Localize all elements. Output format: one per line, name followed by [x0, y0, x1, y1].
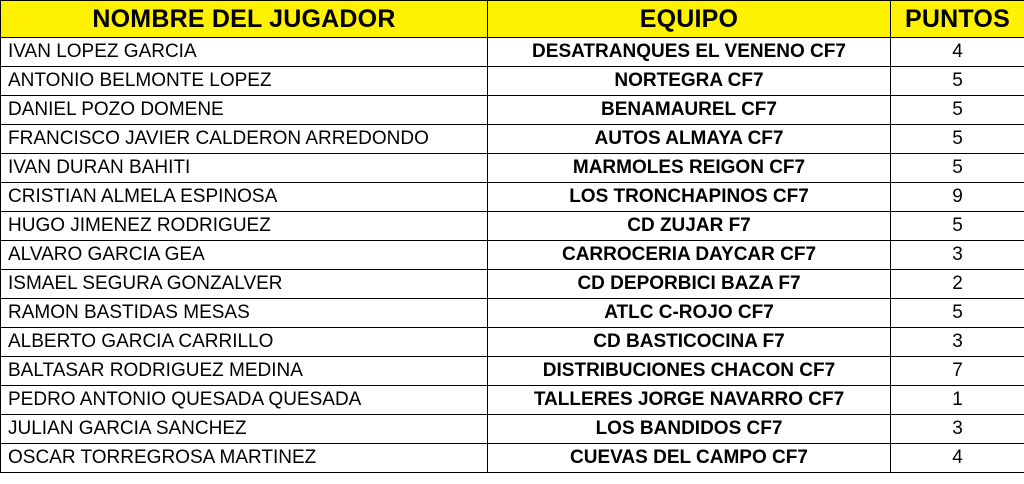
- cell-points: 5: [891, 299, 1024, 328]
- table-row: [1, 67, 1024, 96]
- cell-team: DESATRANQUES EL VENENO CF7: [488, 38, 891, 67]
- table-row: [1, 96, 1024, 125]
- cell-points: 5: [891, 67, 1024, 96]
- cell-team: BENAMAUREL CF7: [488, 96, 891, 125]
- cell-team: DISTRIBUCIONES CHACON CF7: [488, 357, 891, 386]
- table-row: [1, 154, 1024, 183]
- cell-player: FRANCISCO JAVIER CALDERON ARREDONDO: [1, 125, 488, 154]
- table-row: [1, 415, 1024, 444]
- cell-player: DANIEL POZO DOMENE: [1, 96, 488, 125]
- cell-points: 5: [891, 154, 1024, 183]
- cell-points: 5: [891, 96, 1024, 125]
- cell-player: PEDRO ANTONIO QUESADA QUESADA: [1, 386, 488, 415]
- cell-points: 5: [891, 212, 1024, 241]
- cell-player: IVAN DURAN BAHITI: [1, 154, 488, 183]
- cell-player: ANTONIO BELMONTE LOPEZ: [1, 67, 488, 96]
- cell-player: BALTASAR RODRIGUEZ MEDINA: [1, 357, 488, 386]
- table-row: [1, 38, 1024, 67]
- table-header-row: [1, 1, 1024, 38]
- cell-team: NORTEGRA CF7: [488, 67, 891, 96]
- cell-player: ISMAEL SEGURA GONZALVER: [1, 270, 488, 299]
- table-row: [1, 299, 1024, 328]
- table-row: [1, 241, 1024, 270]
- cell-points: 1: [891, 386, 1024, 415]
- table-row: [1, 270, 1024, 299]
- table-header: [1, 1, 1024, 38]
- cell-points: 2: [891, 270, 1024, 299]
- cell-points: 5: [891, 125, 1024, 154]
- cell-team: LOS TRONCHAPINOS CF7: [488, 183, 891, 212]
- cell-team: LOS BANDIDOS CF7: [488, 415, 891, 444]
- column-header-points: PUNTOS: [891, 1, 1024, 38]
- cell-player: RAMON BASTIDAS MESAS: [1, 299, 488, 328]
- cell-player: ALVARO GARCIA GEA: [1, 241, 488, 270]
- table-row: [1, 386, 1024, 415]
- cell-player: HUGO JIMENEZ RODRIGUEZ: [1, 212, 488, 241]
- cell-team: TALLERES JORGE NAVARRO CF7: [488, 386, 891, 415]
- cell-points: 9: [891, 183, 1024, 212]
- cell-points: 4: [891, 38, 1024, 67]
- cell-player: ALBERTO GARCIA CARRILLO: [1, 328, 488, 357]
- cell-player: JULIAN GARCIA SANCHEZ: [1, 415, 488, 444]
- cell-player: IVAN LOPEZ GARCIA: [1, 38, 488, 67]
- cell-points: 3: [891, 328, 1024, 357]
- table-row: [1, 328, 1024, 357]
- cell-team: AUTOS ALMAYA CF7: [488, 125, 891, 154]
- column-header-team: EQUIPO: [488, 1, 891, 38]
- cell-team: CD BASTICOCINA F7: [488, 328, 891, 357]
- cell-points: 7: [891, 357, 1024, 386]
- cell-team: CARROCERIA DAYCAR CF7: [488, 241, 891, 270]
- cell-player: CRISTIAN ALMELA ESPINOSA: [1, 183, 488, 212]
- cell-points: 3: [891, 415, 1024, 444]
- table-row: [1, 212, 1024, 241]
- cell-team: CUEVAS DEL CAMPO CF7: [488, 444, 891, 473]
- cell-player: OSCAR TORREGROSA MARTINEZ: [1, 444, 488, 473]
- cell-team: MARMOLES REIGON CF7: [488, 154, 891, 183]
- cell-team: CD ZUJAR F7: [488, 212, 891, 241]
- table-row: [1, 444, 1024, 473]
- cell-points: 4: [891, 444, 1024, 473]
- table-row: [1, 183, 1024, 212]
- cell-points: 3: [891, 241, 1024, 270]
- table-row: [1, 125, 1024, 154]
- column-header-player: NOMBRE DEL JUGADOR: [1, 1, 488, 38]
- table-row: [1, 357, 1024, 386]
- cell-team: ATLC C-ROJO CF7: [488, 299, 891, 328]
- table-body: [1, 38, 1024, 473]
- cell-team: CD DEPORBICI BAZA F7: [488, 270, 891, 299]
